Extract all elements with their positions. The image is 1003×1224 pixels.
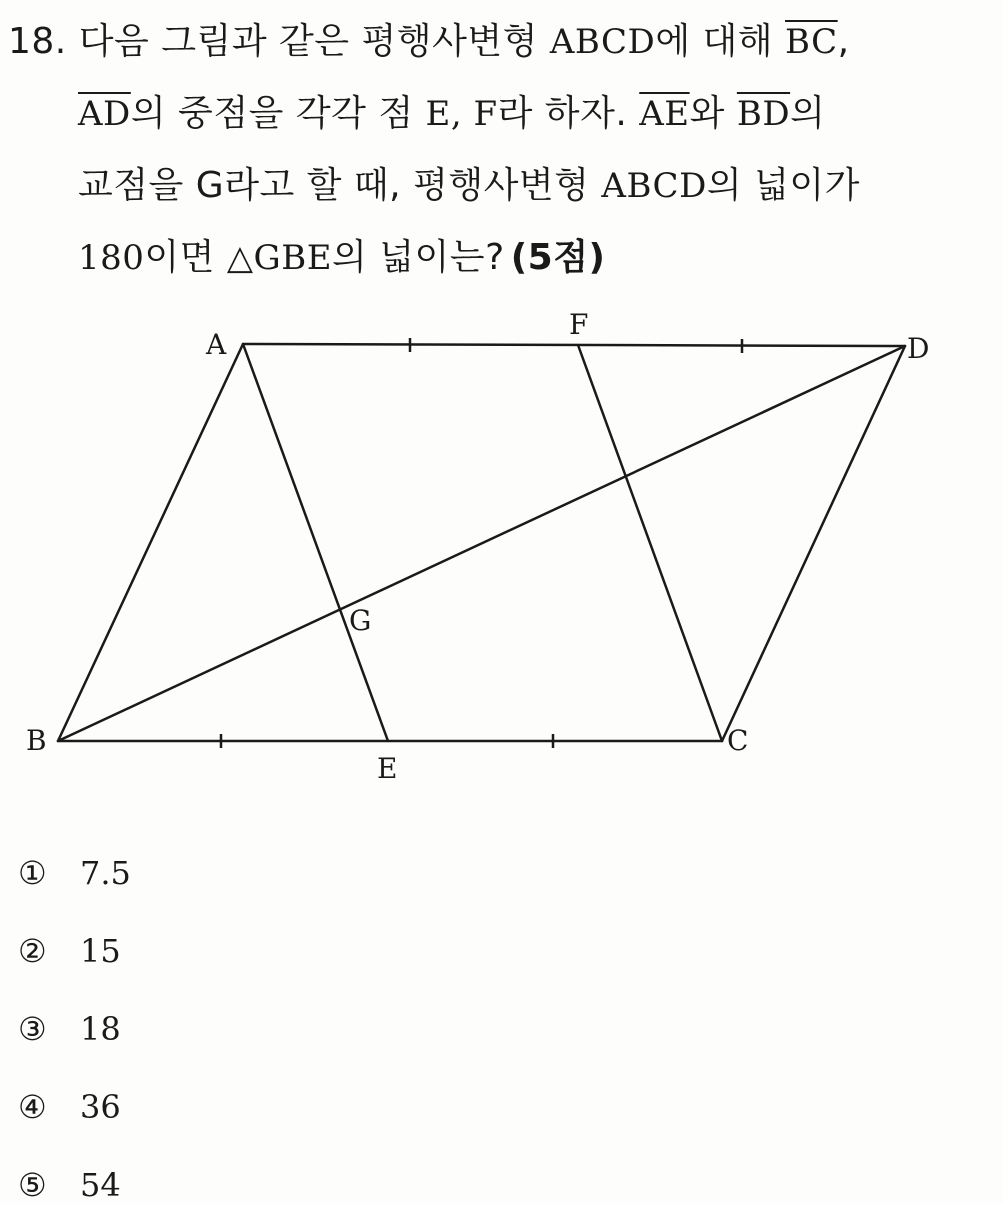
question-text-segment: 의 넓이는? bbox=[332, 237, 505, 278]
segment-fc-line bbox=[578, 345, 722, 741]
label-c: C bbox=[727, 724, 749, 757]
question-text-segment: 에 대해 bbox=[655, 21, 786, 62]
label-e: E bbox=[377, 752, 398, 785]
question-text-segment: 의 bbox=[790, 93, 826, 134]
label-a: A bbox=[206, 328, 227, 361]
question-text-segment: , bbox=[837, 21, 850, 62]
choice-4[interactable] bbox=[18, 1068, 418, 1146]
choice-2[interactable] bbox=[18, 912, 418, 990]
segment-bc: $\overline{BC}$ bbox=[785, 22, 838, 62]
question-line-1 bbox=[8, 6, 988, 78]
question-text-segment: 다음 그림과 같은 평행사변형 bbox=[78, 21, 550, 62]
question-line-3 bbox=[8, 150, 988, 222]
segment-ae: $\overline{AE}$ bbox=[639, 94, 690, 134]
choice-number: ④ bbox=[18, 1088, 47, 1126]
parallelogram-name: ABCD bbox=[601, 166, 707, 206]
answer-choices bbox=[18, 834, 418, 1224]
label-b: B bbox=[26, 724, 47, 757]
label-g: G bbox=[349, 604, 372, 637]
choice-3[interactable] bbox=[18, 990, 418, 1068]
segment-ad: $\overline{AD}$ bbox=[78, 94, 131, 134]
question-text-segment: 교점을 bbox=[78, 165, 196, 206]
segment-bd: $\overline{BD}$ bbox=[736, 94, 791, 134]
label-f: F bbox=[569, 308, 589, 341]
question-text-segment: 라 하자. bbox=[497, 93, 640, 134]
parallelogram-name: ABCD bbox=[549, 22, 656, 62]
side-dc bbox=[722, 346, 905, 741]
segment-ae-line bbox=[243, 344, 388, 741]
question-text-segment: 라고 할 때, 평행사변형 bbox=[224, 165, 602, 206]
side-ab bbox=[58, 344, 243, 741]
choice-value: 36 bbox=[80, 1088, 121, 1126]
choice-value: 15 bbox=[80, 932, 121, 970]
question-line-2 bbox=[8, 78, 988, 150]
midpoint-names: E, F bbox=[425, 94, 498, 134]
question-text-segment: 이면 bbox=[144, 237, 227, 278]
question-text bbox=[8, 6, 988, 294]
choice-5[interactable] bbox=[18, 1146, 418, 1224]
parallelogram-figure bbox=[0, 290, 1003, 810]
question-text-segment: 의 중점을 각각 점 bbox=[130, 93, 426, 134]
label-d: D bbox=[907, 332, 930, 365]
area-value: 180 bbox=[78, 238, 145, 278]
choice-number: ① bbox=[18, 854, 47, 892]
choice-number: ② bbox=[18, 932, 47, 970]
question-text-segment: 의 넓이가 bbox=[706, 165, 860, 206]
intersection-point-name: G bbox=[195, 165, 225, 206]
choice-value: 54 bbox=[80, 1166, 121, 1204]
choice-value: 7.5 bbox=[80, 854, 131, 892]
choice-value: 18 bbox=[80, 1010, 121, 1048]
diagonal-bd bbox=[58, 346, 905, 741]
question-number: 18. bbox=[8, 21, 67, 62]
choice-number: ⑤ bbox=[18, 1166, 47, 1204]
question-line-4 bbox=[8, 222, 988, 294]
side-ad bbox=[243, 344, 905, 346]
question-text-segment: 와 bbox=[689, 93, 737, 134]
choice-1[interactable] bbox=[18, 834, 418, 912]
choice-number: ③ bbox=[18, 1010, 47, 1048]
triangle-name: △GBE bbox=[226, 238, 333, 278]
points-badge: (5점) bbox=[510, 237, 606, 278]
